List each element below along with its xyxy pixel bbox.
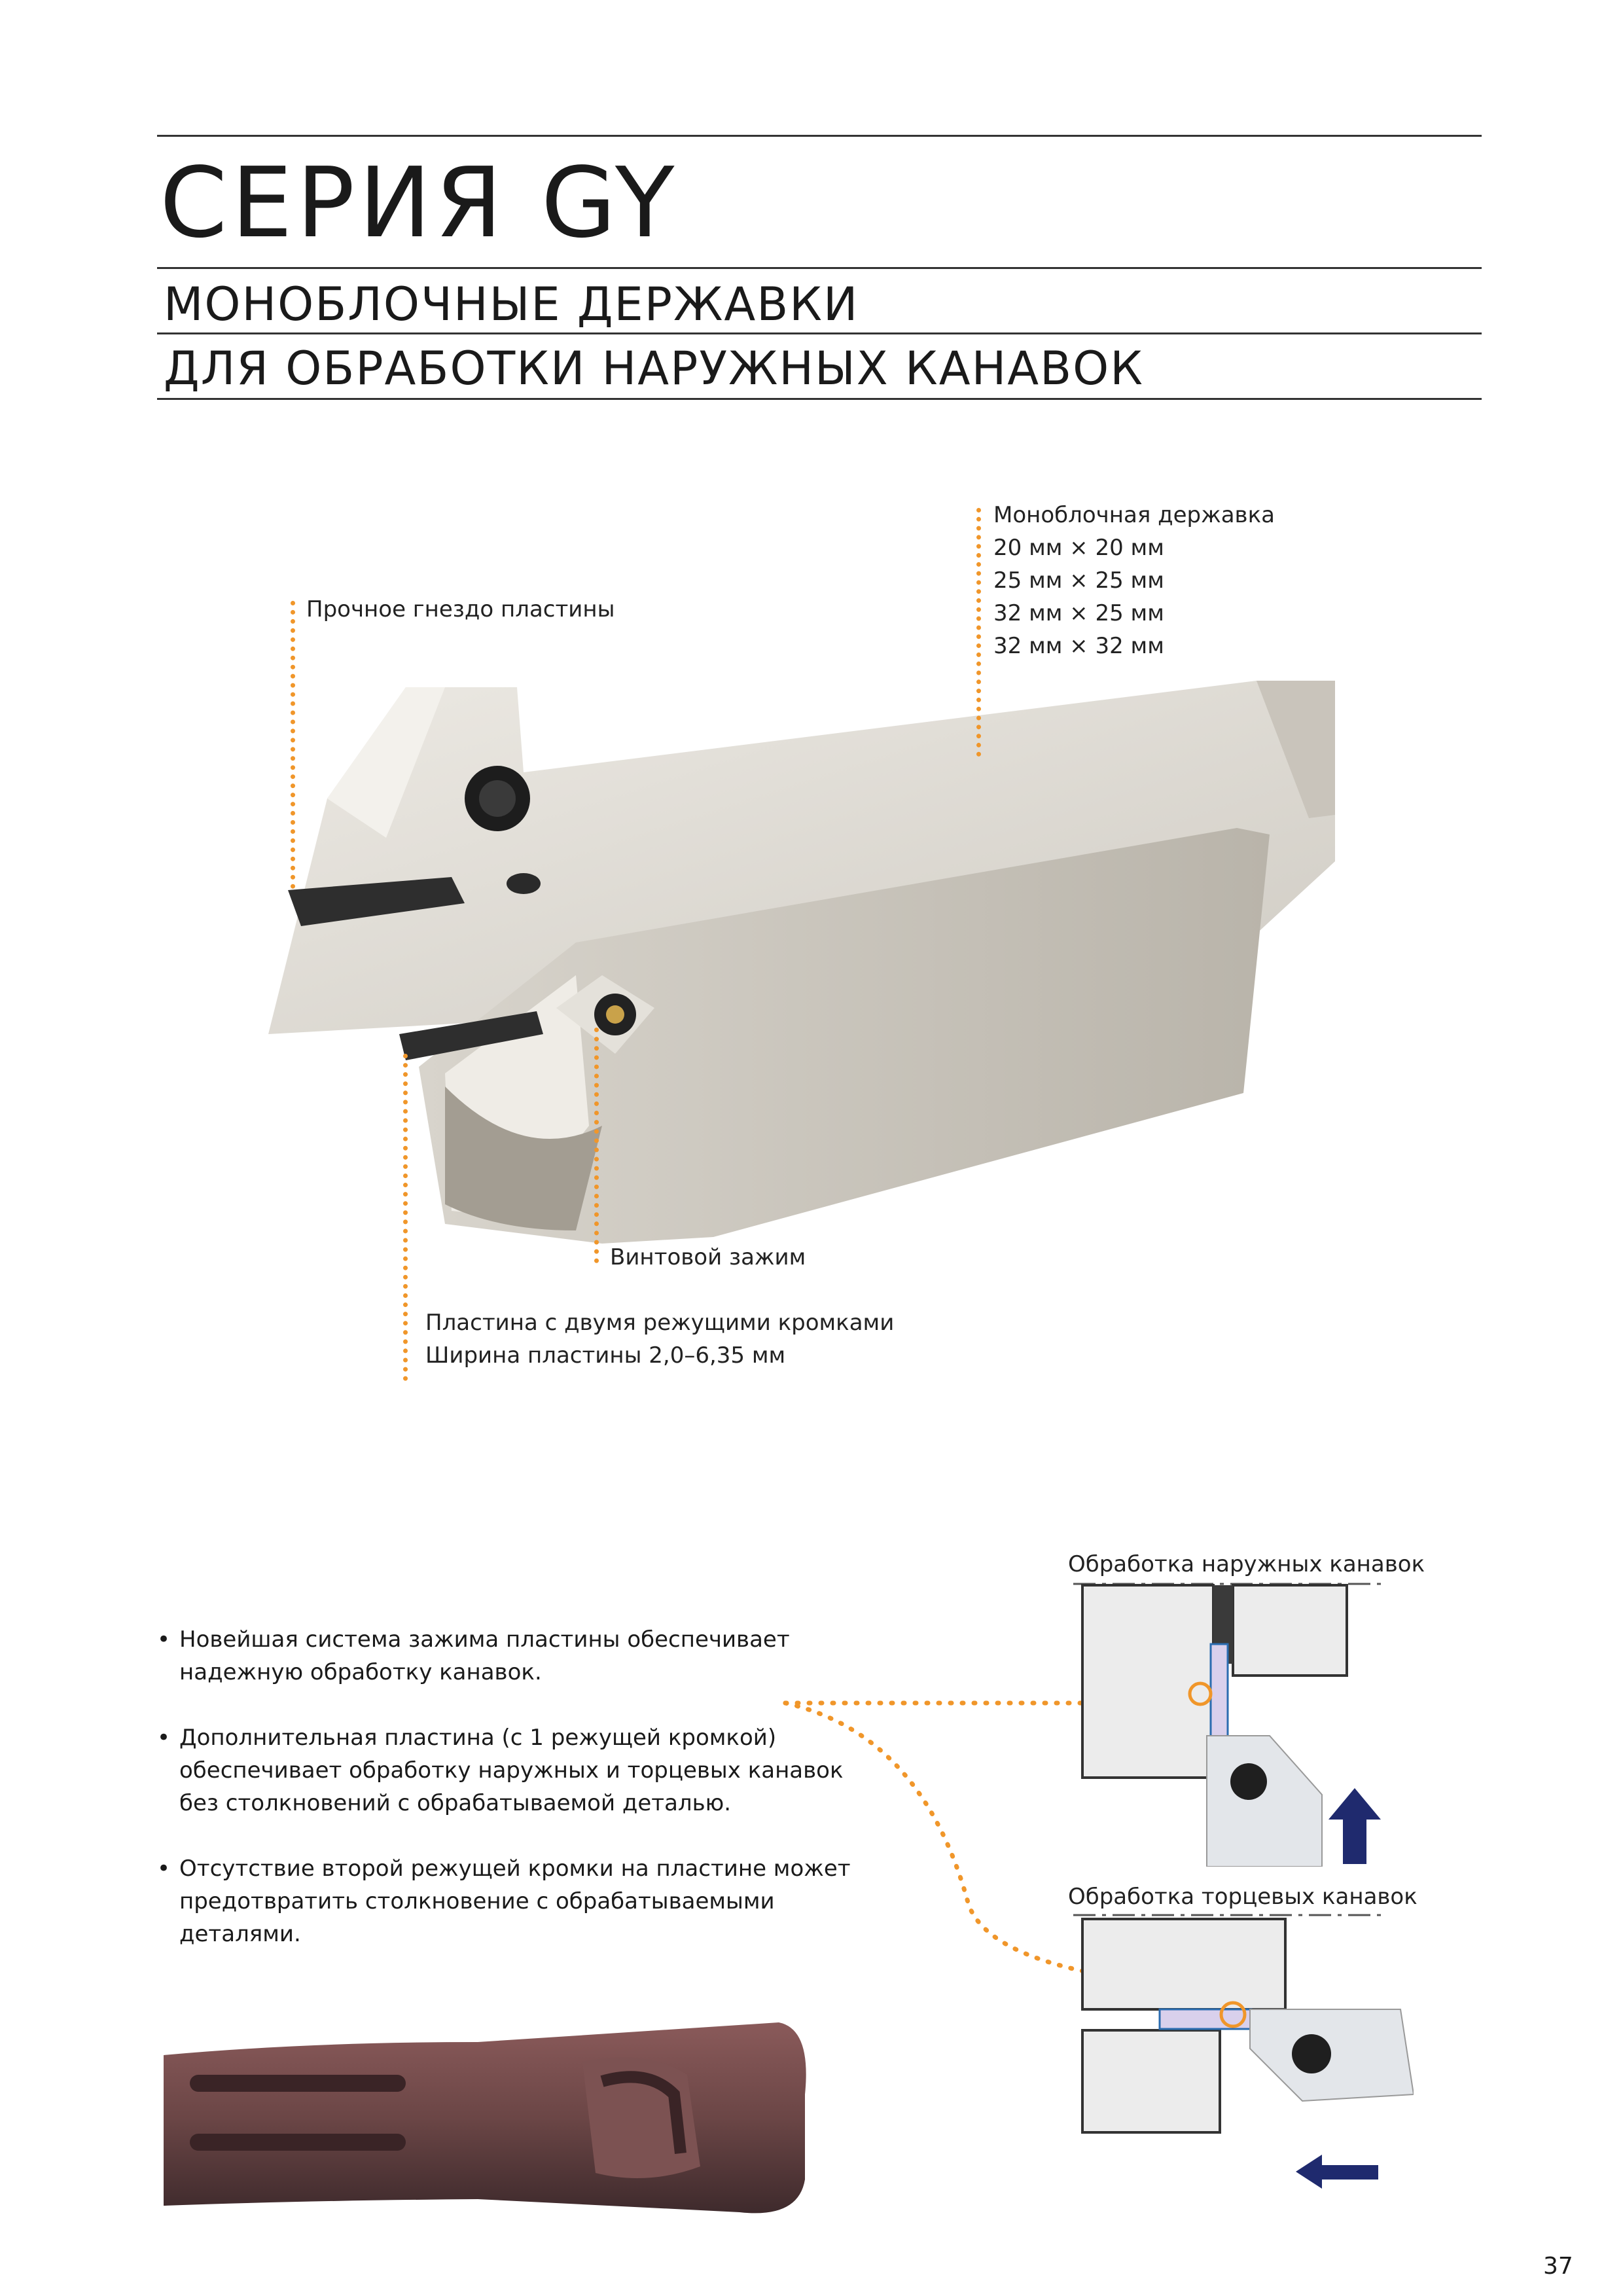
holder-size-3: 32 мм × 25 мм bbox=[993, 600, 1164, 626]
header-bottom-rule bbox=[157, 398, 1482, 400]
insert-callout-line-1: Пластина с двумя режущими кромками bbox=[425, 1310, 895, 1336]
holder-size-2: 25 мм × 25 мм bbox=[993, 567, 1164, 594]
holder-size-1: 20 мм × 20 мм bbox=[993, 535, 1164, 561]
face-screw-icon bbox=[1292, 2034, 1331, 2073]
face-grooving-title: Обработка торцевых канавок bbox=[1068, 1884, 1418, 1910]
screw-clamp-callout: Винтовой зажим bbox=[610, 1244, 806, 1270]
insert-seat-callout-line bbox=[291, 601, 295, 889]
top-rule bbox=[157, 135, 1482, 137]
arrow-left-icon bbox=[1296, 2155, 1378, 2189]
face-grooving-diagram bbox=[1073, 1911, 1414, 2199]
arrow-up-icon bbox=[1329, 1788, 1381, 1864]
insert-seat-callout: Прочное гнездо пластины bbox=[306, 596, 615, 622]
feature-item-3: • Отсутствие второй режущей кромки на пластине может предотвратить столкновение с обрабатываемыми деталями. bbox=[157, 1852, 851, 1950]
external-screw-icon bbox=[1230, 1763, 1267, 1800]
feature-item-1: • Новейшая система зажима пластины обеспечивает надежную обработку канавок. bbox=[157, 1623, 851, 1689]
page-title: СЕРИЯ GY bbox=[160, 147, 679, 259]
subtitle-rule bbox=[157, 332, 1482, 334]
feature-list bbox=[157, 1623, 851, 1983]
external-grooving-diagram bbox=[1073, 1579, 1387, 1867]
holder-size-4: 32 мм × 32 мм bbox=[993, 633, 1164, 659]
holder-callout bbox=[993, 499, 1275, 662]
insert-callout bbox=[425, 1306, 894, 1372]
tool-holders-illustration bbox=[249, 668, 1335, 1244]
holder-title: Моноблочная державка bbox=[993, 502, 1275, 528]
insert-closeup-image bbox=[151, 2022, 818, 2219]
screw-clamp-callout-line bbox=[594, 1028, 599, 1263]
external-grooving-title: Обработка наружных канавок bbox=[1068, 1551, 1425, 1577]
subtitle-line-2: ДЛЯ ОБРАБОТКИ НАРУЖНЫХ КАНАВОК bbox=[164, 342, 1144, 395]
subtitle-line-1: МОНОБЛОЧНЫЕ ДЕРЖАВКИ bbox=[164, 278, 859, 331]
insert-callout-line bbox=[403, 1054, 408, 1381]
page-number: 37 bbox=[1543, 2253, 1573, 2280]
feature-item-2: • Дополнительная пластина (с 1 режущей кромкой) обеспечивает обработку наружных и торцевых канавок без столкновений с обрабатываемой деталью. bbox=[157, 1721, 851, 1820]
title-rule bbox=[157, 267, 1482, 269]
insert-callout-line-2: Ширина пластины 2,0–6,35 мм bbox=[425, 1342, 786, 1369]
holder-callout-line bbox=[976, 508, 981, 757]
